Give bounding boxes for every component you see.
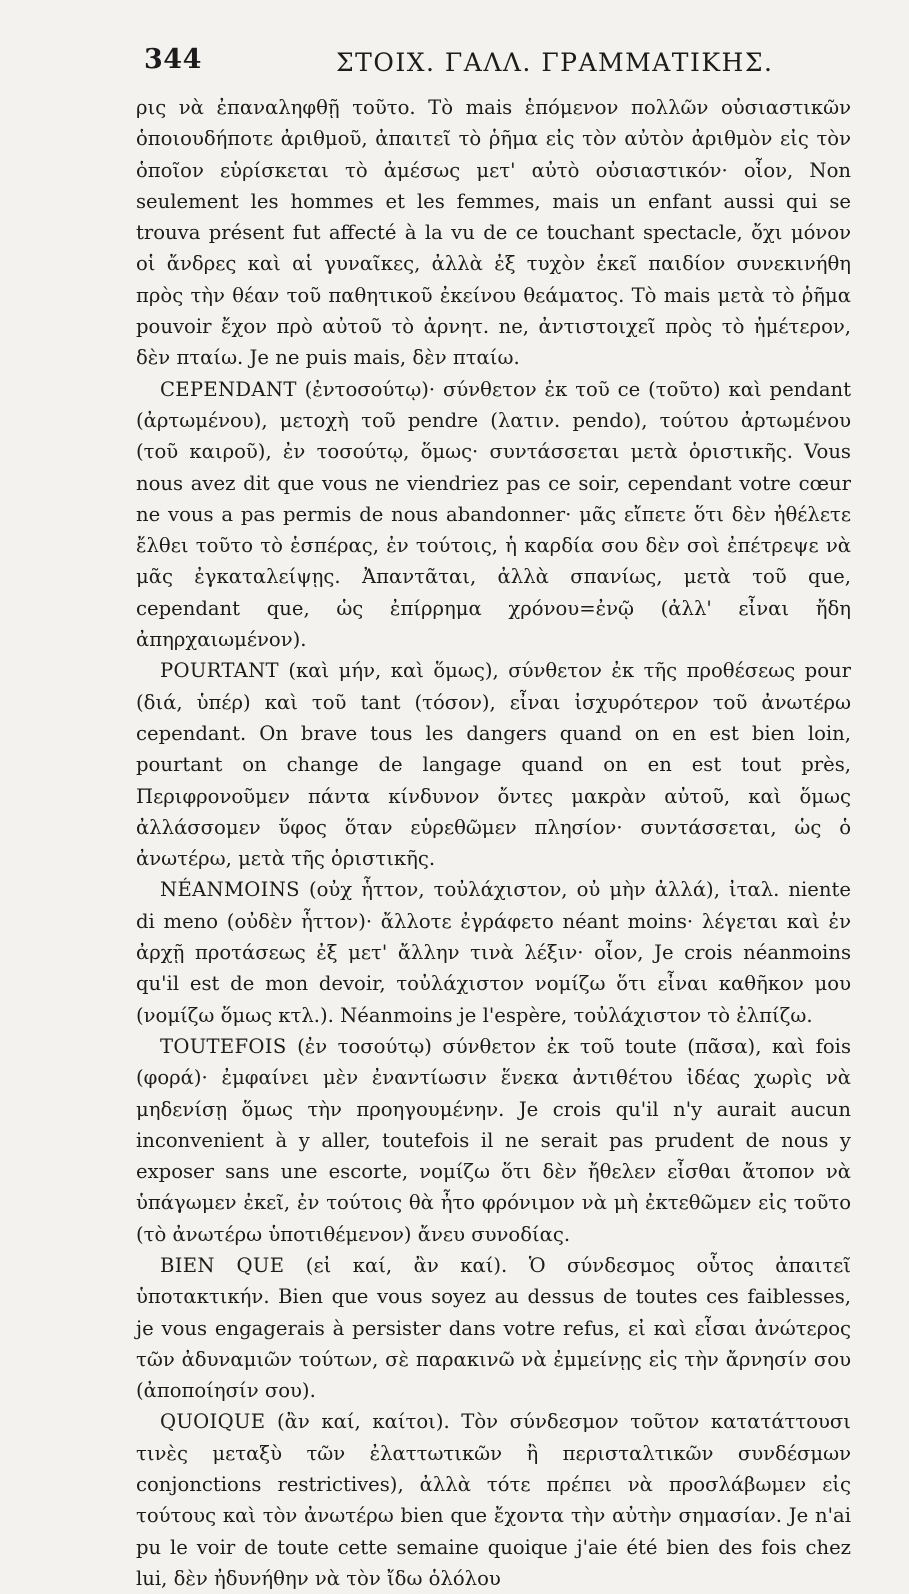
paragraph-text: (ἐντοσούτῳ)· σύνθετον ἐκ τοῦ ce (τοῦτο) καὶ pendant (ἀρτωμένου), μετοχὴ τοῦ pendre (λατιν. pendo), τούτου ἀρτωμένου (τοῦ καιροῦ), ἐν τοσούτῳ, ὅμως· συντάσσεται μετὰ ὁριστικῆς. Vous nous avez dit que vous ne viendriez pas ce soir, cependant votre cœur ne vous a pas permis de nous abandonner· μᾶς εἴπετε ὅτι δὲν ἠθέλετε ἔλθει τοῦτο τὸ ἑσπέρας, ἐν τούτοις, ἡ καρδία σου δὲν σοὶ ἐπέτρεψε νὰ μᾶς ἐγκαταλείψῃς. Ἀπαντᾶται, ἀλλὰ σπανίως, μετὰ τοῦ que, cependant que, ὡς ἐπίρρημα χρόνου=ἐνῷ (ἀλλ' εἶναι ἤδη ἀπηρχαιωμένον). [136,377,851,652]
entry-term: QUOIQUE [160,1410,266,1434]
paragraph-text: (ἂν καί, καίτοι). Τὸν σύνδεσμον τοῦτον κατατάττουσι τινὲς μεταξὺ τῶν ἐλαττωτικῶν ἢ περισταλτικῶν συνδέσμων conjonctions restrictives), ἀλλὰ τότε πρέπει νὰ προσλάβωμεν εἰς τούτους καὶ τὸν ἀνωτέρω bien que ἔχοντα τὴν αὐτὴν σημασίαν. Je n'ai pu le voir de toute cette semaine quoique j'aie été bien des fois chez lui, δὲν ἠδυνήθην νὰ τὸν ἴδω ὁλόλου [136,1410,851,1590]
entry-term: BIEN QUE [160,1253,285,1277]
paragraph-text: (ἐν τοσούτῳ) σύνθετον ἐκ τοῦ toute (πᾶσα), καὶ fois (φορά)· ἐμφαίνει μὲν ἐναντίωσιν ἕνεκα ἀντιθέτου ἰδέας χωρὶς νὰ μηδενίσῃ ὅμως τὴν προηγουμένην. Je crois qu'il n'y aurait aucun inconvenient à y aller, toutefois il ne serait pas prudent de nous y exposer sans une escorte, νομίζω ὅτι δὲν ἤθελεν εἶσθαι ἄτοπον νὰ ὑπάγωμεν ἐκεῖ, ἐν τούτοις θὰ ἦτο φρόνιμον νὰ μὴ ἐκτεθῶμεν εἰς τοῦτο (τὸ ἀνωτέρω ὑποτιθέμενον) ἄνευ συνοδίας. [136,1034,851,1246]
paragraph-pourtant [136,655,851,874]
paragraph-text: (οὐχ ἧττον, τοὐλάχιστον, οὐ μὴν ἀλλά), ἰταλ. niente di meno (οὐδὲν ἧττον)· ἄλλοτε ἐγράφετο néant moins· λέγεται καὶ ἐν ἀρχῇ προτάσεως ἐξ μετ' ἄλλην τινὰ λέξιν· οἷον, Je crois néanmoins qu'il est de mon devoir, τοὐλάχιστον νομίζω ὅτι εἶναι καθῆκον μου (νομίζω ὅμως κτλ.). Néanmoins je l'espère, τοὐλάχιστον τὸ ἐλπίζω. [136,878,851,1027]
paragraph-text: (καὶ μήν, καὶ ὅμως), σύνθετον ἐκ τῆς προθέσεως pour (διά, ὑπέρ) καὶ τοῦ tant (τόσον), εἶναι ἰσχυρότερον τοῦ ἀνωτέρω cependant. On brave tous les dangers quand on en est bien loin, pourtant on change de langage quand on en est tout près, Περιφρονοῦμεν πάντα κίνδυνον ὄντες μακρὰν αὐτοῦ, καὶ ὅμως ἀλλάσσομεν ὕφος ὅταν εὑρεθῶμεν πλησίον· συντάσσεται, ὡς ὁ ἀνωτέρω, μετὰ τῆς ὁριστικῆς. [136,659,851,871]
page-header [136,36,851,88]
paragraph-toutefois [136,1031,851,1250]
page-number: 344 [144,44,202,75]
paragraph-text: ρις νὰ ἐπαναληφθῇ τοῦτο. Τὸ mais ἑπόμενον πολλῶν οὐσιαστικῶν ὁποιουδήποτε ἀριθμοῦ, ἀπαιτεῖ τὸ ῥῆμα εἰς τὸν αὐτὸν ἀριθμὸν εἰς τὸν ὁποῖον εὑρίσκεται τὸ ἀμέσως μετ' αὐτὸ οὐσιαστικόν· οἷον, Non seulement les hommes et les femmes, mais un enfant aussi qui se trouva présent fut affecté à la vu de ce touchant spectacle, ὄχι μόνον οἱ ἄνδρες καὶ αἱ γυναῖκες, ἀλλὰ ἐξ τυχὸν ἐκεῖ παιδίον συνεκινήθη πρὸς τὴν θέαν τοῦ παθητικοῦ ἐκείνου θεάματος. Τὸ mais μετὰ τὸ ῥῆμα pouvoir ἔχον πρὸ αὐτοῦ τὸ ἀρνητ. ne, ἀντιστοιχεῖ πρὸς τὸ ἡμέτερον, δὲν πταίω. Je ne puis mais, δὲν πταίω. [136,96,851,370]
entry-term: TOUTEFOIS [160,1034,287,1058]
paragraph-quoique [136,1406,851,1594]
paragraph-neanmoins [136,874,851,1030]
body-text [136,92,851,1594]
entry-term: POURTANT [160,659,279,683]
paragraph-text: (εἰ καί, ἂν καί). Ὁ σύνδεσμος οὗτος ἀπαιτεῖ ὑποτακτικήν. Bien que vous soyez au dessus de toutes ces faiblesses, je vous engagerais à persister dans votre refus, εἰ καὶ εἶσαι ἀνώτερος τῶν ἀδυναμιῶν τούτων, σὲ παρακινῶ νὰ ἐμμείνῃς εἰς τὴν ἄρνησίν σου (ἀποποίησίν σου). [136,1253,851,1403]
paragraph-cependant [136,374,851,656]
paragraph-continuation [136,92,851,374]
running-title: ΣΤΟΙΧ. ΓΑΛΛ. ΓΡΑΜΜΑΤΙΚΗΣ. [336,48,774,77]
entry-term: NÉANMOINS [160,878,300,902]
entry-term: CEPENDANT [160,377,297,401]
paragraph-bien-que [136,1250,851,1406]
